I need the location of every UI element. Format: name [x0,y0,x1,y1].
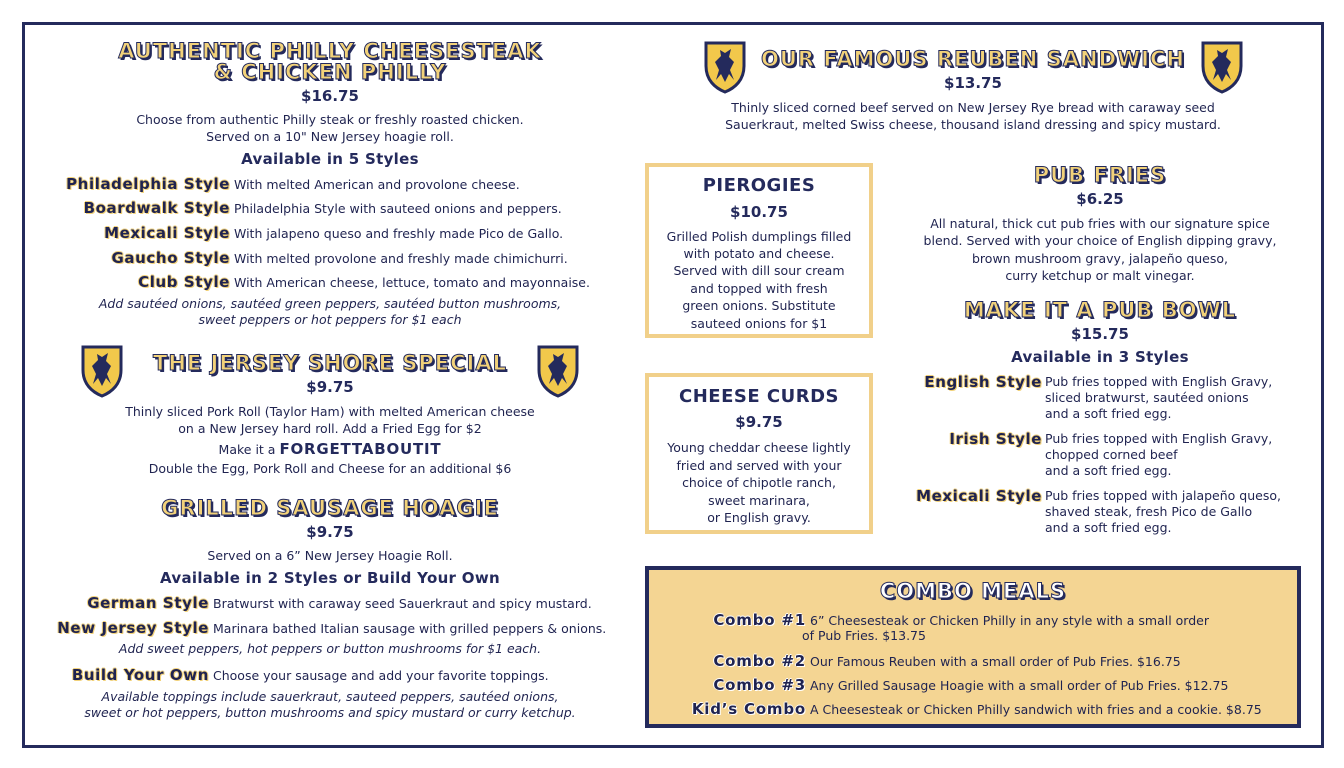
sausage-price: $9.75 [306,523,354,541]
pub-fries-title: PUB FRIES [1033,163,1167,187]
sausage-desc: Served on a 6” New Jersey Hoagie Roll. [207,548,453,563]
bowl-style-desc: and a soft fried egg. [1045,406,1172,421]
style-name: Gaucho Style [111,249,230,267]
forgettaboutit-line [60,441,600,458]
style-row [40,175,520,193]
make-it-label: Make it a [218,442,276,457]
style-row [40,199,562,217]
style-name: Philadelphia Style [66,175,230,193]
combo-row [649,611,1209,629]
cheese-curds-box [645,373,873,534]
pierogies-line: and topped with fresh [690,281,828,296]
combo-desc: Our Famous Reuben with a small order of Pub Fries. $16.75 [810,654,1181,669]
sausage-note: Add sweet peppers, hot peppers or button mushrooms for $1 each. [118,641,542,656]
pierogies-box [645,163,873,338]
jersey-shore-title: THE JERSEY SHORE SPECIAL [153,351,507,375]
pub-fries-line: brown mushroom gravy, jalapeño queso, [972,251,1228,266]
pub-fries-line: curry ketchup or malt vinegar. [1005,268,1195,283]
curds-line: Young cheddar cheese lightly [667,440,851,455]
combo-desc: A Cheesesteak or Chicken Philly sandwich with fries and a cookie. $8.75 [810,702,1262,717]
style-desc: With American cheese, lettuce, tomato and mayonnaise. [234,275,590,290]
pub-fries-line: All natural, thick cut pub fries with our signature spice [930,216,1270,231]
curds-line: or English gravy. [707,510,811,525]
bowl-style-desc: Pub fries topped with English Gravy, [1045,374,1273,389]
style-row [40,224,563,242]
bowl-style-row [890,487,1310,539]
curds-title: CHEESE CURDS [679,386,839,407]
combo-meals-box [645,566,1301,728]
pub-bowl-price: $15.75 [1071,325,1129,343]
style-desc: Marinara bathed Italian sausage with grilled peppers & onions. [213,621,607,636]
pierogies-line: sauteed onions for $1 [690,316,828,331]
sausage-toppings-line1: Available toppings include sauerkraut, sauteed peppers, sautéed onions, [101,689,559,704]
pierogies-line: green onions. Substitute [682,298,836,313]
sausage-toppings-line2: sweet or hot peppers, button mushrooms and spicy mustard or curry ketchup. [84,705,576,720]
bowl-style-desc: and a soft fried egg. [1045,520,1172,535]
jersey-shore-desc-line3: Double the Egg, Pork Roll and Cheese for an additional $6 [148,461,512,476]
bowl-style-desc: Pub fries topped with jalapeño queso, [1045,488,1281,503]
bowl-style-row [890,430,1310,482]
bowl-style-name: Irish Style [949,430,1042,448]
combo-desc-line2: of Pub Fries. $13.75 [802,628,926,643]
bowl-style-desc: sliced bratwurst, sautéed onions [1045,390,1249,405]
style-desc: Philadelphia Style with sauteed onions and peppers. [234,201,562,216]
jersey-shore-desc-line2: on a New Jersey hard roll. Add a Fried Egg for $2 [178,421,482,436]
cheesesteak-desc-line1: Choose from authentic Philly steak or freshly roasted chicken. [136,112,524,127]
cheesesteak-desc-line2: Served on a 10" New Jersey hoagie roll. [206,129,454,144]
style-row [40,273,590,291]
bowl-style-name: Mexicali Style [916,487,1042,505]
combo-row [649,652,1181,670]
pierogies-line: Served with dill sour cream [673,263,845,278]
cheesesteak-price: $16.75 [301,87,359,105]
style-desc: With jalapeno queso and freshly made Pico de Gallo. [234,226,564,241]
style-desc: With melted American and provolone cheese. [234,177,520,192]
cheesesteak-note-line2: sweet peppers or hot peppers for $1 each [198,312,462,327]
bowl-style-desc: shaved steak, fresh Pico de Gallo [1045,504,1253,519]
curds-line: choice of chipotle ranch, [682,475,836,490]
reuben-desc-line2: Sauerkraut, melted Swiss cheese, thousand island dressing and spicy mustard. [725,117,1221,132]
combo-name: Combo #1 [713,611,806,629]
reuben-price: $13.75 [944,74,1002,92]
curds-price: $9.75 [735,413,783,431]
curds-line: sweet marinara, [708,493,810,508]
cheesesteak-note-line1: Add sautéed onions, sautéed green peppers, sautéed button mushrooms, [98,296,562,311]
pierogies-line: Grilled Polish dumplings filled [666,229,852,244]
style-desc: Bratwurst with caraway seed Sauerkraut and spicy mustard. [213,596,592,611]
reuben-title: OUR FAMOUS REUBEN SANDWICH [761,47,1185,71]
cheesesteak-styles-heading: Available in 5 Styles [241,150,419,168]
bowl-style-desc: Pub fries topped with English Gravy, [1045,431,1273,446]
pub-bowl-title: MAKE IT A PUB BOWL [963,298,1237,322]
cheesesteak-title-line1: AUTHENTIC PHILLY CHEESESTEAK [118,39,542,63]
bowl-style-name: English Style [924,373,1042,391]
bowl-style-desc: and a soft fried egg. [1045,463,1172,478]
combo-row [649,676,1228,694]
style-row [40,594,592,612]
pierogies-price: $10.75 [730,203,788,221]
combo-name: Kid’s Combo [691,700,806,718]
pierogies-title: PIEROGIES [702,175,816,196]
forgettaboutit-label: FORGETTABOUTIT [279,440,442,458]
curds-line: fried and served with your [676,458,842,473]
style-name: Boardwalk Style [83,199,230,217]
style-row [40,249,568,267]
combo-meals-title: COMBO MEALS [879,579,1067,603]
style-name: New Jersey Style [57,619,209,637]
pub-bowl-styles-heading: Available in 3 Styles [1011,348,1189,366]
style-name: Build Your Own [71,666,209,684]
combo-desc: 6” Cheesesteak or Chicken Philly in any style with a small order [810,613,1209,628]
pierogies-line: with potato and cheese. [683,246,835,261]
cheesesteak-title-line2: & CHICKEN PHILLY [213,60,447,84]
style-desc: With melted provolone and freshly made chimichurri. [234,251,568,266]
combo-row [649,700,1262,718]
style-desc: Choose your sausage and add your favorite toppings. [213,668,549,683]
reuben-desc-line1: Thinly sliced corned beef served on New Jersey Rye bread with caraway seed [731,100,1215,115]
style-name: Mexicali Style [104,224,230,242]
pub-fries-price: $6.25 [1076,190,1124,208]
sausage-title: GRILLED SAUSAGE HOAGIE [161,496,499,520]
sausage-styles-heading: Available in 2 Styles or Build Your Own [160,569,500,587]
jersey-shore-desc-line1: Thinly sliced Pork Roll (Taylor Ham) with melted American cheese [125,404,535,419]
pub-fries-line: blend. Served with your choice of English dipping gravy, [923,233,1277,248]
jersey-shore-price: $9.75 [306,378,354,396]
bowl-style-row [890,373,1310,425]
style-name: German Style [87,594,209,612]
combo-desc: Any Grilled Sausage Hoagie with a small order of Pub Fries. $12.75 [810,678,1229,693]
bowl-style-desc: chopped corned beef [1045,447,1178,462]
combo-name: Combo #3 [713,676,806,694]
style-row [40,666,549,684]
combo-name: Combo #2 [713,652,806,670]
style-row [40,619,606,637]
style-name: Club Style [138,273,230,291]
